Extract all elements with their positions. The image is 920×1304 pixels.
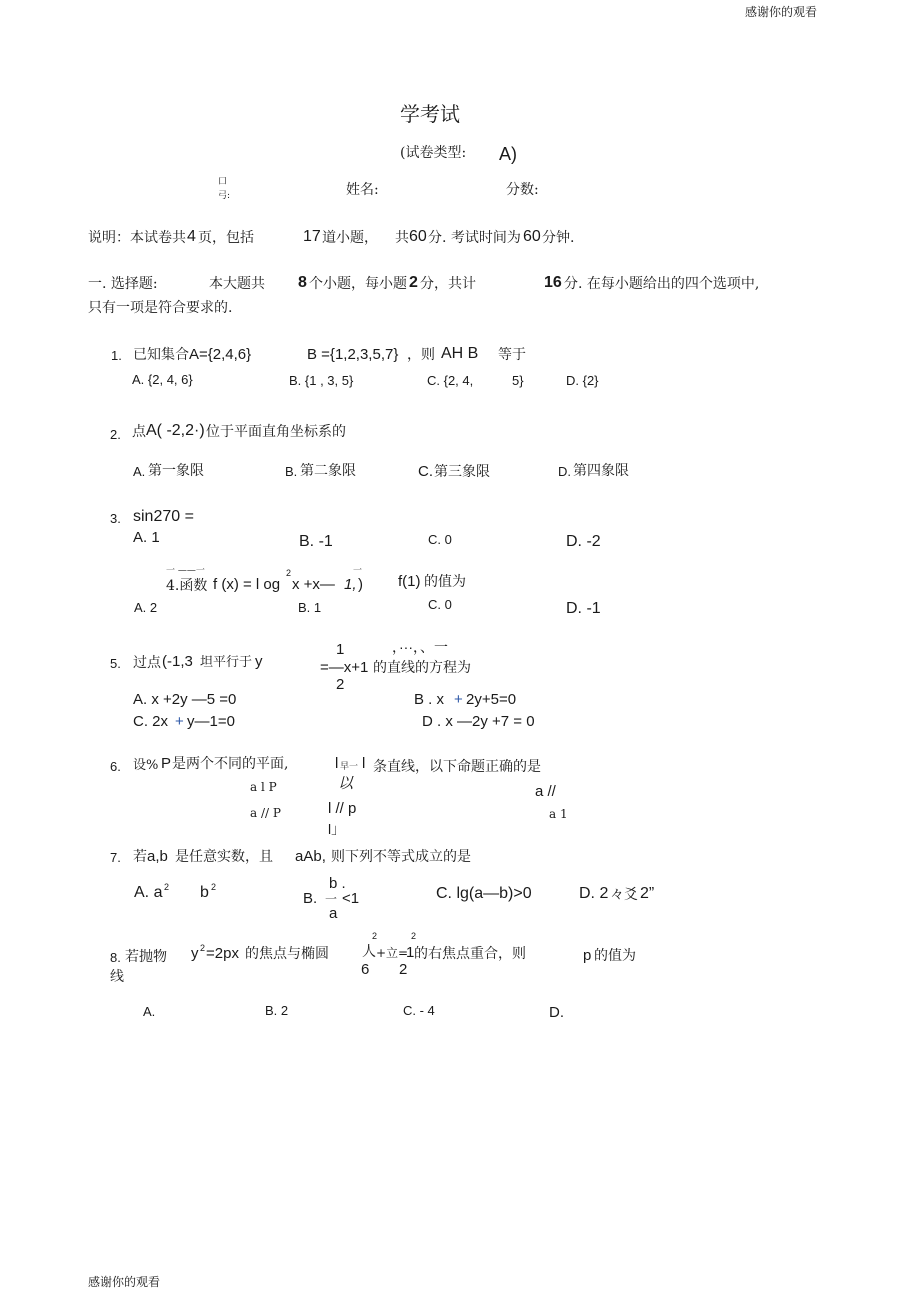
seat-label-bottom: 弓:	[218, 191, 231, 201]
q5-option-b-part-2: 2y+5=0	[466, 691, 517, 708]
section-text-4: 分. 在每小题给出的四个选项中,	[564, 276, 760, 292]
q5-option-b-part-1: B . x	[414, 691, 445, 708]
q1-stem-c: ，则	[407, 347, 435, 363]
q1-option-d: D. {2}	[566, 373, 599, 388]
q5-option-a: A. x +2y —5 =0	[133, 691, 237, 708]
q2-option-c-text: 第三象限	[434, 464, 490, 480]
q8-stem-b: 的焦点与椭圆	[245, 946, 329, 962]
q3-option-d: D. -2	[566, 533, 601, 550]
q4-stem: f(1)	[398, 573, 421, 590]
q6-number: 6.	[110, 759, 121, 774]
q8-stem-d: 的值为	[594, 948, 636, 964]
q6-char-yi: 以	[338, 774, 354, 792]
q6-option-b: a // P	[250, 806, 281, 820]
q5-number: 5.	[110, 656, 121, 671]
q5-fraction-numerator: 1	[336, 641, 345, 658]
q2-option-a-text: 第一象限	[148, 463, 204, 479]
q7-number: 7.	[110, 850, 121, 865]
instructions-text-1: 说明：本试卷共	[88, 230, 186, 246]
q2-stem-a: 点	[132, 424, 146, 440]
q3-option-c: C. 0	[428, 532, 452, 547]
q5-stem-c: 的直线的方程为	[373, 660, 471, 676]
q7-option-b-numerator: b .	[329, 875, 346, 892]
q5-dots: ，···，、一	[392, 639, 448, 655]
q5-fraction-denominator: 2	[336, 676, 345, 693]
instructions-pages: 4	[187, 228, 196, 245]
q7-stem-c: 则下列不等式成立的是	[331, 849, 471, 865]
instructions-text-6: 分钟.	[542, 230, 575, 246]
q5-option-c-part-2: y—1=0	[187, 713, 235, 730]
q5-variable: y	[255, 653, 263, 670]
instructions-count: 17	[303, 228, 321, 245]
q7-option-a-exponent-1: 2	[164, 882, 170, 892]
q4-option-d: D. -1	[566, 600, 601, 617]
q7-variables: a,b	[147, 848, 168, 865]
exam-type-value: A)	[499, 144, 517, 164]
q5-option-c-part-1: C. 2x	[133, 713, 169, 730]
q8-ellipse-denominator-2: 2	[399, 961, 408, 978]
q5-option-b-plus: +	[454, 691, 463, 708]
section-text-1: 本大题共	[209, 276, 265, 292]
q7-stem-a: 若	[133, 849, 147, 865]
q8-option-c: C. - 4	[403, 1003, 435, 1018]
q8-ellipse-part-a: 人	[362, 944, 376, 960]
q8-stem-a: 若抛物	[125, 949, 167, 965]
score-field-label: 分数:	[506, 182, 539, 198]
q6-line-l-a: l	[335, 755, 339, 772]
q6-stem-b: 是两个不同的平面,	[172, 756, 289, 772]
q2-number: 2.	[110, 427, 121, 442]
q4-expression-b: x +x—	[292, 576, 335, 593]
instructions-total: 60	[409, 228, 427, 245]
q1-set-a: A={2,4,6}	[189, 346, 252, 363]
q4-stem-b: 的值为	[424, 574, 466, 590]
q7-option-a-part-2: b	[200, 884, 209, 901]
q8-number: 8.	[110, 950, 121, 965]
q4-log-base: 2	[286, 568, 292, 578]
q4-option-c: C. 0	[428, 597, 452, 612]
q1-set-b: B ={1,2,3,5,7}	[307, 346, 399, 363]
q1-option-b: B. {1 , 3, 5}	[289, 373, 354, 388]
q7-stem-b: 是任意实数，且	[175, 849, 273, 865]
page-title: 学考试	[400, 102, 460, 126]
q2-option-c-letter: C.	[418, 463, 433, 480]
name-field-label: 姓名:	[346, 182, 379, 198]
q6-option-right-1: a //	[535, 783, 556, 800]
q4-option-a: A. 2	[134, 600, 158, 615]
q7-option-a-exponent-2: 2	[211, 882, 217, 892]
q5-stem-b: 坦平行于	[200, 655, 253, 670]
q6-line-l-b: l	[362, 755, 366, 772]
q2-option-b-letter: B.	[285, 464, 298, 479]
q4-expression-d: )	[358, 576, 363, 593]
q4-expression-c: 1,	[344, 576, 357, 593]
q1-option-c-part-1: C. {2, 4,	[427, 373, 474, 388]
q7-option-d-part-3: 2”	[640, 885, 655, 902]
q7-option-b-letter: B.	[303, 890, 318, 907]
q6-option-right-2: a 1	[549, 807, 568, 821]
q8-stem-a-line-2: 线	[110, 969, 124, 985]
q8-expression-rest: =2px	[206, 945, 239, 962]
q6-plane-p: P	[161, 755, 172, 772]
q7-option-b-denominator: a	[329, 905, 338, 922]
q1-stem-a: 已知集合	[133, 347, 189, 363]
q4-label: 4.函数	[166, 578, 208, 594]
q4-expression-a: f (x) = l og	[213, 576, 281, 593]
q3-number: 3.	[110, 511, 121, 526]
q7-option-a-part-1: A. a	[134, 884, 163, 901]
q8-ellipse-part-b: +立=	[376, 946, 409, 960]
q1-expression: AH B	[441, 345, 479, 362]
q2-option-d-text: 第四象限	[573, 463, 629, 479]
q8-expression-y: y	[191, 945, 199, 962]
q1-option-c-part-2: 5}	[512, 373, 524, 388]
header-note: 感谢你的观看	[745, 5, 818, 19]
footer-note: 感谢你的观看	[88, 1275, 161, 1289]
q8-ellipse-denominator-1: 6	[361, 961, 370, 978]
q8-variable-p: p	[583, 947, 592, 964]
section-total: 16	[544, 274, 562, 291]
section-text-3: 分，共计	[420, 276, 476, 292]
q5-expression: =—x+1	[320, 659, 369, 676]
q5-point: (-1,3	[162, 653, 193, 670]
q3-option-b: B. -1	[299, 533, 333, 550]
q8-ellipse-part-c: 1	[406, 944, 415, 961]
q1-number: 1.	[111, 348, 122, 363]
q2-option-a-letter: A.	[133, 464, 146, 479]
q8-stem-c: 的右焦点重合，则	[414, 946, 526, 962]
section-heading: 一. 选择题:	[88, 276, 158, 292]
q6-option-middle-2: l」	[328, 821, 346, 837]
q8-ellipse-exponent-2: 2	[411, 931, 417, 941]
instructions-time: 60	[523, 228, 541, 245]
q6-line-small-mark: 早一	[340, 762, 359, 772]
q7-option-b-fraction-bar: 一	[325, 892, 338, 906]
instructions-text-4: 共	[395, 230, 409, 246]
q8-option-d: D.	[549, 1004, 564, 1021]
instructions-text-3: 道小题，	[322, 230, 378, 246]
q6-stem-a: 设%	[133, 758, 159, 773]
seat-label-top: 口	[218, 177, 228, 187]
q5-stem-a: 过点	[133, 655, 161, 671]
section-question-count: 8	[298, 274, 307, 291]
q2-option-b-text: 第二象限	[300, 463, 356, 479]
q7-option-c: C. lg(a—b)>0	[436, 885, 532, 902]
q7-option-b-less-than: <1	[342, 890, 360, 907]
q6-stem-c: 条直线，以下命题正确的是	[373, 759, 541, 775]
section-text-2: 个小题，每小题	[309, 276, 407, 292]
section-points-each: 2	[409, 274, 418, 291]
q8-expression-exponent: 2	[200, 943, 206, 953]
q5-option-c-plus: +	[175, 713, 184, 730]
q7-option-d-part-1: D. 2	[579, 885, 609, 902]
q2-option-d-letter: D.	[558, 464, 571, 479]
q4-overline-mark: 一 ——一	[166, 566, 205, 576]
instructions-text-2: 页，包括	[198, 230, 254, 246]
q2-stem-b: 位于平面直角坐标系的	[206, 424, 346, 440]
q8-option-a: A.	[143, 1004, 156, 1019]
q6-option-middle-1: l // p	[328, 800, 357, 817]
q2-point: A( -2,2·)	[146, 422, 205, 439]
exam-type-label: (试卷类型:	[400, 145, 467, 161]
q4-overline-mark-2: 一	[353, 566, 363, 576]
q1-stem-d: 等于	[498, 347, 526, 363]
q7-expression: aAb,	[295, 848, 326, 865]
q3-option-a: A. 1	[133, 529, 160, 546]
q8-option-b: B. 2	[265, 1003, 289, 1018]
section-line-2: 只有一项是符合要求的.	[88, 300, 233, 316]
q6-option-a: a l P	[250, 780, 277, 794]
q4-option-b: B. 1	[298, 600, 322, 615]
instructions-text-5: 分. 考试时间为	[428, 230, 521, 246]
q3-stem: sin270 =	[133, 508, 194, 525]
q7-option-d-part-2: 々爻	[610, 887, 638, 903]
q5-option-d: D . x —2y +7 = 0	[422, 713, 535, 730]
q1-option-a: A. {2, 4, 6}	[132, 372, 193, 387]
q8-ellipse-exponent-1: 2	[372, 931, 378, 941]
